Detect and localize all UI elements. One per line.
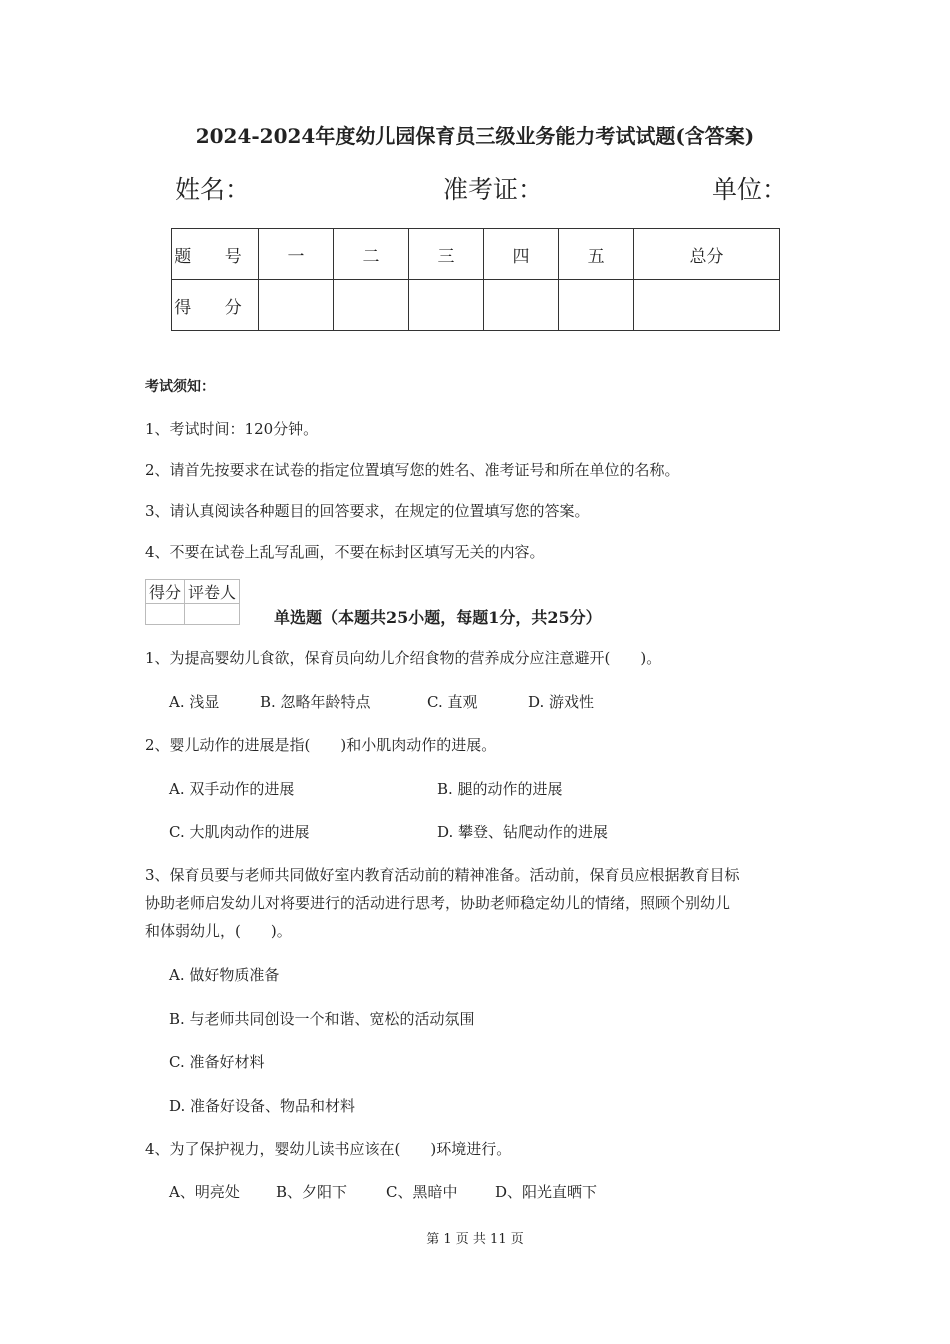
question-3-option-b: B. 与老师共同创设一个和谐、宽松的活动氛围	[169, 1010, 475, 1028]
question-2-option-a: A. 双手动作的进展	[169, 780, 295, 798]
score-label: 得 分	[174, 297, 256, 318]
question-number-label: 题 号	[174, 246, 256, 267]
notice-item: 2、请首先按要求在试卷的指定位置填写您的姓名、准考证号和所在单位的名称。	[145, 461, 680, 479]
question-2-text: 2、婴儿动作的进展是指( )和小肌肉动作的进展。	[145, 736, 497, 754]
question-1-option-a: A. 浅显	[169, 693, 220, 711]
question-2-option-d: D. 攀登、钻爬动作的进展	[437, 823, 609, 841]
score-table-col-4: 四	[484, 229, 559, 280]
grader-name-label: 评卷人	[185, 580, 240, 604]
question-3-option-c: C. 准备好材料	[169, 1053, 265, 1071]
question-3-text-line-1: 3、保育员要与老师共同做好室内教育活动前的精神准备。活动前，保育员应根据教育目标	[145, 866, 740, 884]
question-4-option-c: C、黑暗中	[386, 1183, 458, 1201]
score-table	[171, 228, 780, 331]
section-title: 单选题（本题共25小题，每题1分，共25分）	[274, 608, 602, 627]
notice-item: 3、请认真阅读各种题目的回答要求，在规定的位置填写您的答案。	[145, 502, 590, 520]
question-3-text-line-3: 和体弱幼儿，( )。	[145, 922, 292, 940]
score-cell[interactable]	[484, 280, 559, 331]
question-3-option-d: D. 准备好设备、物品和材料	[169, 1097, 356, 1115]
score-table-header-row	[172, 229, 780, 280]
grader-score-cell[interactable]	[146, 604, 185, 625]
question-1-option-d: D. 游戏性	[528, 693, 595, 711]
score-cell[interactable]	[559, 280, 634, 331]
question-1-text: 1、为提高婴幼儿食欲，保育员向幼儿介绍食物的营养成分应注意避开( )。	[145, 649, 662, 667]
score-table-col-1: 一	[259, 229, 334, 280]
score-table-col-total: 总分	[634, 229, 780, 280]
score-table-header-label	[172, 229, 259, 280]
page-footer: 第 1 页 共 11 页	[426, 1232, 524, 1247]
score-table-score-row	[172, 280, 780, 331]
grader-table	[145, 579, 240, 625]
question-2-option-b: B. 腿的动作的进展	[437, 780, 563, 798]
question-4-text: 4、为了保护视力，婴幼儿读书应该在( )环境进行。	[145, 1140, 512, 1158]
document-title: 2024-2024年度幼儿园保育员三级业务能力考试试题(含答案)	[195, 124, 755, 148]
question-4-option-b: B、夕阳下	[276, 1183, 348, 1201]
notice-heading: 考试须知：	[145, 379, 215, 395]
question-1-option-c: C. 直观	[427, 693, 478, 711]
unit-field-label: 单位：	[712, 175, 788, 204]
score-table-row-label-cell	[172, 280, 259, 331]
score-cell[interactable]	[259, 280, 334, 331]
question-2-option-c: C. 大肌肉动作的进展	[169, 823, 310, 841]
score-cell[interactable]	[334, 280, 409, 331]
exam-id-field-label: 准考证：	[443, 175, 544, 204]
score-cell-total[interactable]	[634, 280, 780, 331]
question-4-option-a: A、明亮处	[169, 1183, 240, 1201]
score-table-col-3: 三	[409, 229, 484, 280]
question-3-text-line-2: 协助老师启发幼儿对将要进行的活动进行思考，协助老师稳定幼儿的情绪，照顾个别幼儿	[145, 894, 731, 912]
score-table-col-5: 五	[559, 229, 634, 280]
score-table-col-2: 二	[334, 229, 409, 280]
question-1-option-b: B. 忽略年龄特点	[260, 693, 371, 711]
question-4-option-d: D、阳光直晒下	[495, 1183, 598, 1201]
notice-item: 4、不要在试卷上乱写乱画，不要在标封区填写无关的内容。	[145, 543, 545, 561]
grader-score-label: 得分	[146, 580, 185, 604]
score-cell[interactable]	[409, 280, 484, 331]
question-3-option-a: A. 做好物质准备	[169, 966, 280, 984]
notice-item: 1、考试时间：120分钟。	[145, 420, 319, 438]
grader-name-cell[interactable]	[185, 604, 240, 625]
name-field-label: 姓名：	[175, 175, 251, 204]
